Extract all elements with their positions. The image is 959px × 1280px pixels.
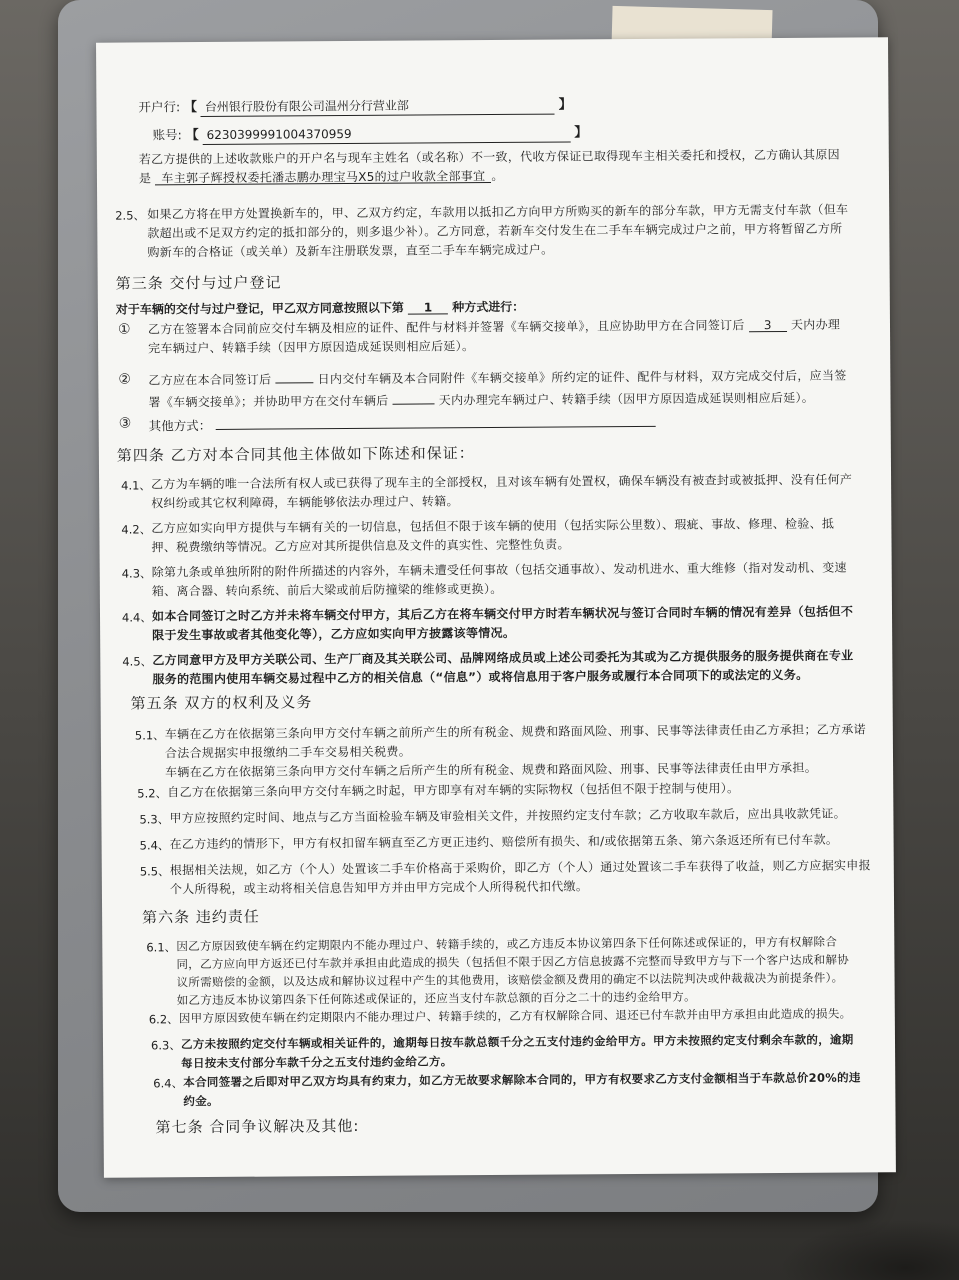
clause-5-5-line-2: 个人所得税，或主动将相关信息告知甲方并由甲方完成个人所得税代扣代缴。 xyxy=(169,879,589,897)
clause-4-2-line-2: 押、税费缴纳等情况。乙方应对其所提供信息及文件的真实性、完整性负责。 xyxy=(151,537,570,555)
clause-6-4-line-1: 本合同签署之后即对甲乙双方均具有约束力，如乙方无故要求解除本合同的，甲方有权要求乙方支付金额相当于车款总价20%的违 xyxy=(183,1070,861,1090)
option-1-days: 3 xyxy=(749,316,787,332)
clause-4-5-number: 4.5、 xyxy=(122,654,153,669)
clause-5-1-text xyxy=(165,720,866,782)
clause-5-5-line-1: 根据相关法规，如乙方（个人）处置该二手车价格高于采购价，即乙方（个人）通过处置该二手车获得了收益，则乙方应据实申报 xyxy=(169,858,871,878)
clause-6-1-line-2: 同，乙方应向甲方返还已付车款并承担由此造成的损失（包括但不限于因乙方信息披露不完整而导致甲方与下一个客户达成和解协 xyxy=(176,952,850,972)
clause-6-1-number: 6.1、 xyxy=(146,940,177,955)
clause-2-5-line-1: 如果乙方将在甲方处置换新车的，甲、乙双方约定，车款用以抵扣乙方向甲方所购买的新车的部分车款，甲方无需支付车款（但车 xyxy=(147,202,849,222)
clause-4-5-text xyxy=(152,646,853,689)
bank-label: 开户行: xyxy=(138,99,181,115)
payee-line-1: 若乙方提供的上述收款账户的开户名与现车主姓名（或名称）不一致，代收方保证已取得现车主相关委托和授权，乙方确认其原因 xyxy=(138,147,840,167)
option-1-text xyxy=(148,316,840,359)
clause-5-2-line-1: 自乙方在依据第三条向甲方交付车辆之时起，甲方即享有对车辆的实际物权（包括但不限于控制与使用）。 xyxy=(167,781,740,800)
payee-paragraph xyxy=(139,146,840,189)
clause-6-3-line-2: 每日按未支付部分车款千分之五支付违约金给乙方。 xyxy=(181,1054,453,1071)
clause-5-4-number: 5.4、 xyxy=(139,838,170,853)
clause-6-1-text xyxy=(176,933,849,1010)
section-5-title: 第五条 双方的权利及义务 xyxy=(130,693,313,713)
bank-row xyxy=(138,95,571,117)
option-3-mark: ③ xyxy=(118,415,132,432)
clause-6-2-number: 6.2、 xyxy=(148,1012,179,1027)
clause-4-1-line-2: 权纠纷或其它权利障碍，车辆能够依法办理过户、转籍。 xyxy=(151,494,459,511)
account-bracket-close: 】 xyxy=(574,125,588,141)
clause-6-1-line-3: 议所需赔偿的金额，以及达成和解协议过程中产生的其他费用，该赔偿金额及费用的确定不以法院判决或仲裁裁决为前提条件）。 xyxy=(176,970,844,990)
shadow xyxy=(780,1220,959,1280)
clause-5-1-line-2: 合法合规据实申报缴纳二手车交易相关税费。 xyxy=(164,744,412,761)
clause-6-4-line-2: 约金。 xyxy=(183,1093,219,1109)
clause-4-4-number: 4.4、 xyxy=(121,610,152,625)
option-1-prefix: 乙方在签署本合同前应交付车辆及相应的证件、配件与材料并签署《车辆交接单》，且应协助甲方在合同签订后 xyxy=(147,318,745,337)
contract-page xyxy=(96,37,896,1178)
option-3-row xyxy=(149,411,656,436)
clause-2-5-line-3: 购新车的合格证（或关单）及新车注册联发票，直至二手车车辆完成过户。 xyxy=(147,242,554,260)
account-value: 6230399991004370959 xyxy=(202,123,570,145)
section-3-lead-prefix: 对于车辆的交付与过户登记，甲乙双方同意按照以下第 xyxy=(115,300,404,317)
payee-suffix: 。 xyxy=(491,168,504,184)
section-7-title: 第七条 合同争议解决及其他: xyxy=(155,1116,360,1137)
clause-6-3-text xyxy=(181,1031,854,1074)
option-2-text xyxy=(148,364,846,413)
section-3-lead xyxy=(116,298,525,319)
section-3-method-number: 1 xyxy=(408,298,448,314)
clause-4-2-number: 4.2、 xyxy=(121,522,152,537)
clause-5-4-text xyxy=(170,831,839,855)
clause-4-2-text xyxy=(151,515,834,558)
clause-4-3-line-1: 除第九条或单独所附的附件所描述的内容外，车辆未遭受任何事故（包括交通事故）、发动机进水、重大维修（指对发动机、变速 xyxy=(151,560,847,580)
clause-2-5-line-2: 款超出或不足双方约定的抵扣部分的，则多退少补）。乙方同意，若新车交付发生在二手车车辆完成过户之前，甲方将暂留乙方所 xyxy=(147,221,843,241)
clause-4-3-number: 4.3、 xyxy=(121,566,152,581)
clause-4-3-line-2: 箱、离合器、转向系统、前后大梁或前后防撞梁的维修或更换）。 xyxy=(151,581,503,599)
clause-6-4-number: 6.4、 xyxy=(153,1076,184,1091)
clause-2-5-number: 2.5、 xyxy=(115,208,146,223)
payee-line-2 xyxy=(139,165,840,189)
clause-6-1-line-1: 因乙方原因致使车辆在约定期限内不能办理过户、转籍手续的，或乙方违反本协议第四条下任何陈述或保证的，甲方有权解除合 xyxy=(176,934,838,954)
bank-bracket-close: 】 xyxy=(558,97,572,113)
option-1-suffix: 天内办理 xyxy=(790,317,841,332)
option-2-prefix-1: 乙方应在本合同签订后 xyxy=(148,372,272,388)
clause-5-3-line-1: 甲方应按照约定时间、地点与乙方当面检验车辆及审验相关文件，并按照约定支付车款；乙方收取车款后，应出具收款凭证。 xyxy=(169,806,846,826)
clause-5-3-number: 5.3、 xyxy=(139,812,170,827)
clause-4-2-line-1: 乙方应如实向甲方提供与车辆有关的一切信息，包括但不限于该车辆的使用（包括实际公里数）、瑕疵、事故、修理、检验、抵 xyxy=(151,516,835,536)
bank-value: 台州银行股份有限公司温州分行营业部 xyxy=(201,96,555,117)
clause-5-1-line-3: 车辆在乙方在依据第三条向甲方交付车辆之后所产生的所有税金、规费和路面风险、刑事、民事等法律责任由甲方承担。 xyxy=(165,760,818,780)
clause-4-5-line-1: 乙方同意甲方及甲方关联公司、生产厂商及其关联公司、品牌网络成员或上述公司委托为其或为乙方提供服务的服务提供商在专业 xyxy=(152,648,854,668)
option-2-suffix-1: 日内交付车辆及本合同附件《车辆交接单》所约定的证件、配件与材料，双方完成交付后，应当签 xyxy=(317,368,847,387)
payee-reason: 车主郭子辉授权委托潘志鹏办理宝马X5的过户收款全部事宜 xyxy=(155,167,491,185)
option-2-blank-2 xyxy=(393,388,435,404)
clause-4-1-number: 4.1、 xyxy=(121,478,151,493)
clause-6-3-number: 6.3、 xyxy=(150,1038,181,1053)
option-1-line-2: 完车辆过户、转籍手续（因甲方原因造成延误则相应后延）。 xyxy=(148,339,475,356)
clause-5-3-text xyxy=(169,805,846,829)
clause-4-1-text xyxy=(151,470,852,513)
clause-6-3-line-1: 乙方未按照约定交付车辆或相关证件的，逾期每日按车款总额千分之五支付违约金给甲方。甲方未按照约定支付剩余车款的，逾期 xyxy=(180,1032,854,1052)
payee-prefix: 是 xyxy=(138,171,152,186)
option-2-prefix-2: 署《车辆交接单》；并协助甲方在交付车辆后 xyxy=(148,393,389,410)
clause-4-1-line-1: 乙方为车辆的唯一合法所有权人或已获得了现车主的全部授权，且对该车辆有处置权，确保车辆没有被查封或被抵押、没有任何产 xyxy=(151,472,853,492)
clause-6-1-line-4: 如乙方违反本协议第四条下任何陈述或保证的，还应当支付车款总额的百分之二十的违约金给甲方。 xyxy=(176,989,696,1008)
clause-5-1-line-1: 车辆在乙方在依据第三条向甲方交付车辆之前所产生的所有税金、规费和路面风险、刑事、民事等法律责任由乙方承担；乙方承诺 xyxy=(164,722,866,742)
clause-5-5-text xyxy=(170,856,871,899)
clause-4-3-text xyxy=(152,559,847,602)
option-2-line-2 xyxy=(148,386,846,413)
section-3-lead-suffix: 种方式进行： xyxy=(452,299,525,315)
option-3-blank xyxy=(215,411,655,430)
account-row xyxy=(139,123,588,145)
account-label: 账号: xyxy=(152,127,182,143)
option-2-mark: ② xyxy=(118,371,131,388)
clause-5-5-number: 5.5、 xyxy=(139,864,170,879)
option-3-label: 其他方式： xyxy=(148,417,212,434)
option-1-mark: ① xyxy=(117,321,131,338)
clause-4-5-line-2: 服务的范围内使用车辆交易过程中乙方的相关信息（“信息”）或将信息用于客户服务或履行本合同项下的或法定的义务。 xyxy=(152,667,809,687)
clause-5-4-line-1: 在乙方违约的情形下，甲方有权扣留车辆直至乙方更正违约、赔偿所有损失、和/或依据第五条、第六条返还所有已付车款。 xyxy=(169,832,839,852)
section-3-title: 第三条 交付与过户登记 xyxy=(115,273,282,293)
clause-4-4-text xyxy=(152,602,853,645)
option-2-blank-1 xyxy=(275,367,313,383)
clause-5-1-number: 5.1、 xyxy=(134,728,165,743)
option-2-suffix-2: 天内办理完车辆过户、转籍手续（因甲方原因造成延误则相应后延）。 xyxy=(438,390,815,408)
clause-6-4-text xyxy=(183,1068,861,1111)
section-4-title: 第四条 乙方对本合同其他主体做如下陈述和保证： xyxy=(116,444,475,465)
clause-5-2-number: 5.2、 xyxy=(137,786,168,801)
clause-6-2-line-1: 因甲方原因致使车辆在约定期限内不能办理过户、转籍手续的，乙方有权解除合同、退还已付车款并由甲方承担由此造成的损失。 xyxy=(178,1006,852,1026)
clause-5-2-text xyxy=(167,779,739,802)
account-bracket-open: 【 xyxy=(185,128,199,144)
clause-2-5-text xyxy=(147,201,848,263)
clause-6-2-text xyxy=(179,1005,852,1029)
clause-4-4-line-1: 如本合同签订之时乙方并未将车辆交付甲方，其后乙方在将车辆交付甲方时若车辆状况与签订合同时车辆的情况有差异（包括但不 xyxy=(151,604,854,624)
bank-bracket-open: 【 xyxy=(183,100,198,116)
section-6-title: 第六条 违约责任 xyxy=(142,907,260,927)
clause-4-4-line-2: 限于发生事故或者其他变化等），乙方应如实向甲方披露该等情况。 xyxy=(152,625,516,643)
